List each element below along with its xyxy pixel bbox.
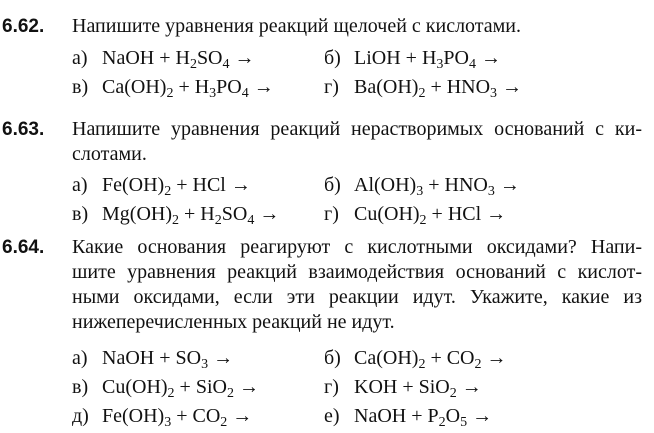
item-letter: а) <box>72 47 88 69</box>
formula-text: → <box>481 347 507 369</box>
formula-text: → <box>208 347 234 369</box>
formula-subscript: 3 <box>201 357 209 372</box>
item-letter: д) <box>72 405 89 427</box>
reaction-item <box>324 403 492 429</box>
item-letter: б) <box>324 174 341 196</box>
reaction-item <box>324 45 501 71</box>
reaction-item <box>324 374 482 400</box>
formula-text: + CO <box>425 347 475 369</box>
reaction-row <box>72 403 652 429</box>
formula-subscript: 2 <box>449 386 457 401</box>
formula-text: + SiO <box>174 376 227 398</box>
problem-text-line: нижеперечисленных реакций не идут. <box>72 311 395 333</box>
reaction-equation <box>102 347 234 372</box>
reaction-row <box>72 201 652 227</box>
problem-text <box>72 117 642 167</box>
reaction-equation <box>102 76 274 101</box>
formula-subscript: 2 <box>418 86 426 101</box>
item-letter: в) <box>72 376 89 398</box>
formula-subscript: 4 <box>468 57 476 72</box>
formula-text: → <box>467 405 493 427</box>
reaction-row <box>72 374 652 400</box>
formula-text: SO <box>196 47 223 69</box>
reaction-equation <box>354 76 523 101</box>
formula-text: Ba(OH) <box>354 76 419 98</box>
formula-subscript: 2 <box>214 213 222 228</box>
formula-subscript: 4 <box>247 213 255 228</box>
formula-subscript: 2 <box>172 213 179 228</box>
formula-subscript: 2 <box>166 86 174 101</box>
formula-text: Cu(OH) <box>354 203 420 225</box>
reaction-item <box>72 374 259 400</box>
formula-subscript: 3 <box>487 184 495 199</box>
reaction-equation <box>102 47 255 72</box>
formula-subscript: 2 <box>167 386 175 401</box>
formula-subscript: 3 <box>490 86 498 101</box>
reaction-item <box>72 172 251 198</box>
formula-text: → <box>254 203 280 225</box>
formula-text: Al(OH) <box>354 174 417 196</box>
reaction-item <box>324 172 520 198</box>
formula-subscript: 2 <box>164 184 172 199</box>
reaction-equation <box>354 174 520 199</box>
reaction-item <box>324 201 506 227</box>
formula-text: → <box>229 47 255 69</box>
reaction-equation <box>102 376 259 401</box>
formula-text: LiOH + H <box>354 47 437 69</box>
formula-subscript: 2 <box>226 386 234 401</box>
reaction-item <box>72 403 252 429</box>
problem-text-line: слотами. <box>72 143 147 165</box>
item-letter: б) <box>324 47 341 69</box>
formula-text: + HNO <box>425 76 491 98</box>
reaction-row <box>72 345 652 371</box>
item-letter: а) <box>72 174 88 196</box>
reaction-item <box>324 345 507 371</box>
formula-subscript: 2 <box>474 357 482 372</box>
reaction-equation <box>102 174 251 199</box>
formula-text: + H <box>179 203 215 225</box>
formula-text: Cu(OH) <box>102 376 168 398</box>
formula-text: Ca(OH) <box>102 76 167 98</box>
problem-number: 6.62. <box>2 16 45 37</box>
formula-text: NaOH + H <box>102 47 190 69</box>
formula-text: → <box>227 405 253 427</box>
problem-text-line: Напишите уравнения реакций щелочей с кислотами. <box>72 15 522 37</box>
formula-subscript: 2 <box>189 57 197 72</box>
formula-text: Fe(OH) <box>102 405 165 427</box>
problem-text <box>72 235 642 335</box>
formula-text: + HCl → <box>171 174 251 196</box>
reaction-equation <box>102 405 253 430</box>
formula-subscript: 2 <box>418 357 426 372</box>
formula-text: PO <box>216 76 242 98</box>
formula-text: + H <box>173 76 210 98</box>
formula-text: → <box>475 47 501 69</box>
item-letter: г) <box>324 203 339 225</box>
reaction-item <box>324 74 522 100</box>
problem-text <box>72 14 642 39</box>
formula-subscript: 4 <box>222 57 230 72</box>
problem-text-line: шите уравнения реакций взаимодействия оснований с кислот- <box>72 261 642 283</box>
item-letter: в) <box>72 203 89 225</box>
formula-subscript: 3 <box>209 86 217 101</box>
formula-text: + HCl → <box>426 203 507 225</box>
formula-text: Mg(OH) <box>102 203 172 225</box>
formula-subscript: 3 <box>436 57 444 72</box>
formula-text: Ca(OH) <box>354 347 419 369</box>
reaction-equation <box>354 405 493 430</box>
reaction-equation <box>354 47 501 72</box>
formula-text: KOH + SiO <box>354 376 450 398</box>
item-letter: г) <box>324 76 339 98</box>
reaction-row <box>72 74 652 100</box>
reaction-item <box>72 345 233 371</box>
item-letter: в) <box>72 76 89 98</box>
problem-number: 6.63. <box>2 119 45 140</box>
reaction-row <box>72 45 652 71</box>
reaction-item <box>72 74 274 100</box>
formula-text: → <box>233 376 259 398</box>
formula-text: PO <box>443 47 469 69</box>
item-letter: е) <box>324 405 340 427</box>
formula-text: → <box>456 376 482 398</box>
formula-subscript: 3 <box>416 184 424 199</box>
formula-text: → <box>248 76 274 98</box>
formula-subscript: 5 <box>460 415 468 430</box>
formula-subscript: 2 <box>419 213 427 228</box>
item-letter: г) <box>324 376 339 398</box>
problem-text-line: Какие основания реагируют с кислотными оксидами? Напи- <box>72 236 642 258</box>
formula-text: + HNO <box>423 174 488 196</box>
formula-text: NaOH + SO <box>102 347 202 369</box>
formula-subscript: 2 <box>438 415 446 430</box>
formula-subscript: 4 <box>241 86 249 101</box>
formula-text: O <box>445 405 461 427</box>
reaction-row <box>72 172 652 198</box>
problem-text-line: Напишите уравнения реакций нерастворимых оснований с ки- <box>72 118 642 140</box>
reaction-item <box>72 45 255 71</box>
formula-text: SO <box>221 203 248 225</box>
reaction-equation <box>354 376 482 401</box>
reaction-item <box>72 201 279 227</box>
formula-subscript: 2 <box>220 415 228 430</box>
problem-number: 6.64. <box>2 237 45 258</box>
reaction-equation <box>354 203 507 228</box>
formula-subscript: 3 <box>164 415 172 430</box>
item-letter: а) <box>72 347 88 369</box>
problem-text-line: ными оксидами, если эти реакции идут. Укажите, какие из <box>72 286 642 308</box>
formula-text: + CO <box>171 405 221 427</box>
reaction-equation <box>354 347 507 372</box>
formula-text: → <box>494 174 520 196</box>
reaction-equation <box>102 203 280 228</box>
formula-text: NaOH + P <box>354 405 439 427</box>
formula-text: → <box>497 76 523 98</box>
item-letter: б) <box>324 347 341 369</box>
formula-text: Fe(OH) <box>102 174 165 196</box>
